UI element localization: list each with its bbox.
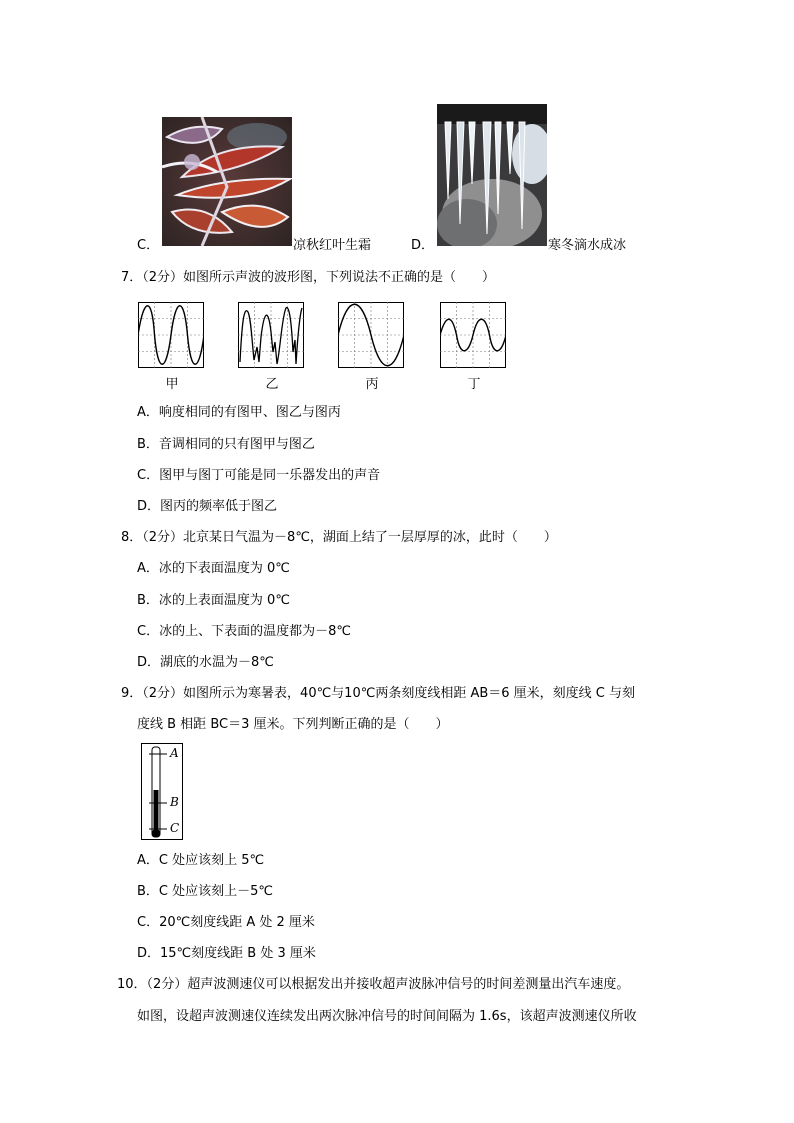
q8-option-d: D．湖底的水温为－8℃ <box>137 655 274 670</box>
waveform-jia <box>138 302 204 368</box>
thermometer-label-b: B <box>170 795 179 809</box>
q9-stem-line2: 度线 B 相距 BC＝3 厘米。下列判断正确的是（ ） <box>137 717 449 732</box>
waveform-bing-label: 丙 <box>365 377 379 392</box>
q6-option-c-image <box>162 117 292 246</box>
q10-stem-line2: 如图，设超声波测速仪连续发出两次脉冲信号的时间间隔为 1.6s，该超声波测速仪所收 <box>137 1009 637 1024</box>
q7-stem: 7．（2分）如图所示声波的波形图，下列说法不正确的是（ ） <box>121 270 496 285</box>
q6-option-c-letter: C． <box>137 238 160 253</box>
q9-option-c: C．20℃刻度线距 A 处 2 厘米 <box>137 915 315 930</box>
q7-option-a: A．响度相同的有图甲、图乙与图丙 <box>137 405 341 420</box>
q6-option-d-image <box>437 104 547 246</box>
thermometer-label-c: C <box>170 821 180 835</box>
q8-option-c: C．冰的上、下表面的温度都为－8℃ <box>137 624 351 639</box>
q6-option-c-caption: 凉秋红叶生霜 <box>293 238 372 253</box>
q8-option-b: B．冰的上表面温度为 0℃ <box>137 593 290 608</box>
q9-option-b: B．C 处应该刻上－5℃ <box>137 884 273 899</box>
thermometer-label-a: A <box>170 746 179 760</box>
q9-option-d: D．15℃刻度线距 B 处 3 厘米 <box>137 946 316 961</box>
q10-stem-line1: 10．（2分）超声波测速仪可以根据发出并接收超声波脉冲信号的时间差测量出汽车速度。 <box>117 977 630 992</box>
waveform-bing <box>338 302 404 368</box>
waveform-yi-label: 乙 <box>265 377 279 392</box>
q9-option-a: A．C 处应该刻上 5℃ <box>137 853 265 868</box>
q8-stem: 8．（2分）北京某日气温为－8℃，湖面上结了一层厚厚的冰，此时（ ） <box>121 530 557 545</box>
thermometer-figure <box>141 743 183 840</box>
q7-option-d: D．图丙的频率低于图乙 <box>137 499 278 514</box>
waveform-yi <box>238 302 304 368</box>
q9-stem-line1: 9．（2分）如图所示为寒暑表，40℃与10℃两条刻度线相距 AB＝6 厘米，刻度线 C 与刻 <box>121 686 636 701</box>
q7-option-b: B．音调相同的只有图甲与图乙 <box>137 437 315 452</box>
q6-option-d-caption: 寒冬滴水成冰 <box>548 238 627 253</box>
icicles-photo <box>437 104 547 246</box>
waveform-jia-label: 甲 <box>165 377 179 392</box>
waveform-ding-label: 丁 <box>467 377 481 392</box>
frosted-leaves-photo <box>162 117 292 246</box>
q6-option-d-letter: D． <box>411 238 435 253</box>
waveform-ding <box>440 302 506 368</box>
q8-option-a: A．冰的下表面温度为 0℃ <box>137 561 290 576</box>
q7-option-c: C．图甲与图丁可能是同一乐器发出的声音 <box>137 468 381 483</box>
